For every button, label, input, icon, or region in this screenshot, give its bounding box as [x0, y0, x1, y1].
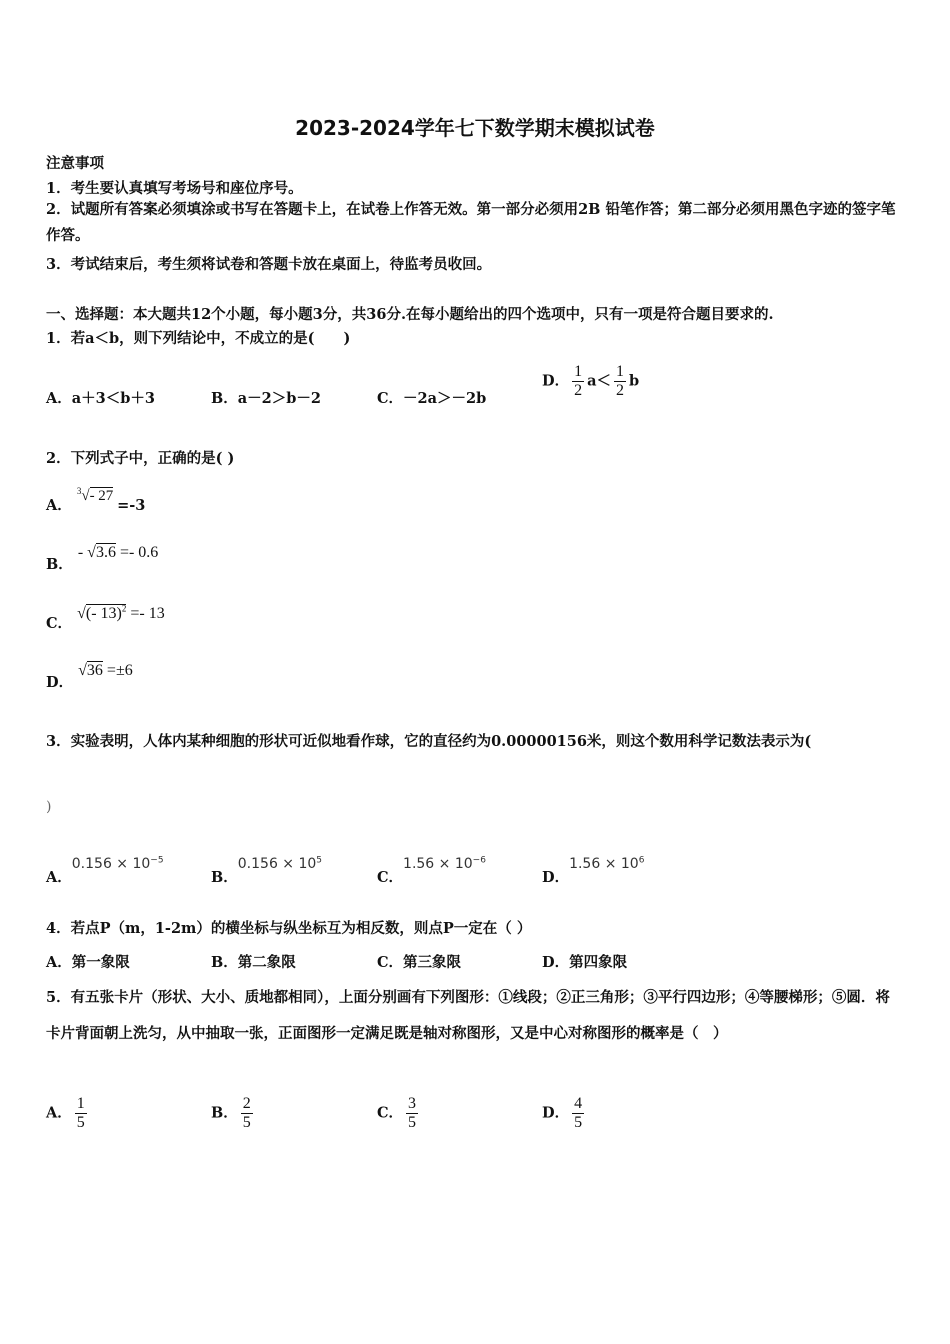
fraction: $\frac{1}{2}$	[615, 363, 624, 399]
sqrt-expression: √(- 13)$^2$ =- 13	[77, 603, 165, 622]
notice-item-3: 3．考试结束后，考生须将试卷和答题卡放在桌面上，待监考员收回。	[46, 256, 492, 273]
q3-stem: 3．实验表明，人体内某种细胞的形状可近似地看作球，它的直径约为0.00000156米，则这个数用科学记数法表示为(	[46, 733, 812, 750]
option-label: D．	[542, 372, 570, 390]
q2-option-b	[46, 541, 159, 573]
option-label: C．	[377, 1104, 404, 1122]
q3-option-c	[377, 855, 486, 887]
q5-stem: 5．有五张卡片（形状、大小、质地都相同），上面分别画有下列图形：①线段；②正三角形；③平行四边形；④等腰梯形；⑤圆．将卡片背面朝上洗匀，从中抽取一张，正面图形一定满足既是轴对称图形，又是中心对称图形的概率是（ ）	[46, 989, 890, 1042]
option-label: A．	[46, 390, 72, 407]
q4-option-b: B．第二象限	[211, 954, 296, 971]
option-label: C．	[46, 615, 73, 632]
option-text: a＜	[587, 372, 611, 390]
q5-option-d	[542, 1095, 587, 1132]
option-text: a－2＞b－2	[237, 390, 321, 407]
fraction: $\frac{2}{5}$	[242, 1095, 251, 1131]
q2-stem: 2．下列式子中，正确的是( )	[46, 450, 235, 467]
q4-option-d: D．第四象限	[542, 954, 628, 971]
option-label: C．	[377, 869, 404, 886]
q1-stem: 1．若a＜b，则下列结论中，不成立的是( )	[46, 330, 351, 347]
fraction: $\frac{4}{5}$	[574, 1095, 583, 1131]
option-text: =-3	[117, 497, 146, 514]
q4-option-c: C．第三象限	[377, 954, 462, 971]
fraction: $\frac{1}{5}$	[76, 1095, 85, 1131]
q3-option-a	[46, 855, 164, 887]
sqrt-expression: √36 =±6	[78, 662, 133, 679]
option-label: B．	[211, 390, 238, 407]
q5-option-c	[377, 1095, 421, 1132]
option-label: D．	[542, 869, 570, 886]
q1-option-c	[377, 387, 486, 408]
q3-option-d	[542, 855, 645, 887]
fraction: $\frac{3}{5}$	[408, 1095, 417, 1131]
option-label: B．	[211, 1104, 238, 1122]
q5-option-b	[211, 1095, 256, 1132]
option-text: a＋3＜b＋3	[71, 390, 155, 407]
option-label: C．	[377, 390, 404, 407]
q1-option-a	[46, 387, 155, 408]
option-text: －2a＞－2b	[403, 390, 487, 407]
q3-option-b	[211, 855, 323, 887]
sci-notation: $0.156 \times 10^5$	[237, 855, 323, 872]
q4-option-a: A．第一象限	[46, 954, 130, 971]
option-label: D．	[46, 674, 74, 691]
sci-notation: $0.156 \times 10^{-5}$	[71, 855, 164, 872]
q2-option-d	[46, 659, 133, 691]
sqrt-expression: - √3.6 =- 0.6	[77, 544, 159, 561]
page-title: 2023-2024学年七下数学期末模拟试卷	[295, 116, 655, 140]
sci-notation: $1.56 \times 10^{-6}$	[403, 855, 486, 872]
notice-item-1: 1．考生要认真填写考场号和座位序号。	[46, 180, 303, 197]
option-label: A．	[46, 869, 72, 886]
q4-stem: 4．若点P（m，1-2m）的横坐标与纵坐标互为相反数，则点P一定在（ ）	[46, 920, 532, 937]
section-heading: 一、选择题：本大题共12个小题，每小题3分，共36分.在每小题给出的四个选项中，只有一项是符合题目要求的.	[46, 306, 774, 323]
notice-item-2: 2．试题所有答案必须填涂或书写在答题卡上，在试卷上作答无效。第一部分必须用2B 铅笔作答；第二部分必须用黑色字迹的签字笔作答。	[46, 201, 896, 244]
q3-close-paren: )	[46, 799, 52, 815]
q5-option-a	[46, 1095, 90, 1132]
option-label: D．	[542, 1104, 570, 1122]
sci-notation: $1.56 \times 10^6$	[569, 855, 645, 872]
q1-option-b	[211, 387, 321, 408]
option-text: b	[628, 372, 640, 390]
notice-heading: 注意事项	[46, 155, 104, 172]
q1-option-d	[542, 363, 639, 400]
option-label: A．	[46, 1104, 72, 1122]
q2-option-a	[46, 484, 146, 514]
fraction: $\frac{1}{2}$	[574, 363, 583, 399]
option-label: A．	[46, 497, 72, 514]
q2-option-c	[46, 602, 165, 632]
option-label: B．	[211, 869, 238, 886]
cube-root: $^3$√- 27	[76, 486, 114, 504]
option-label: B．	[46, 556, 73, 573]
